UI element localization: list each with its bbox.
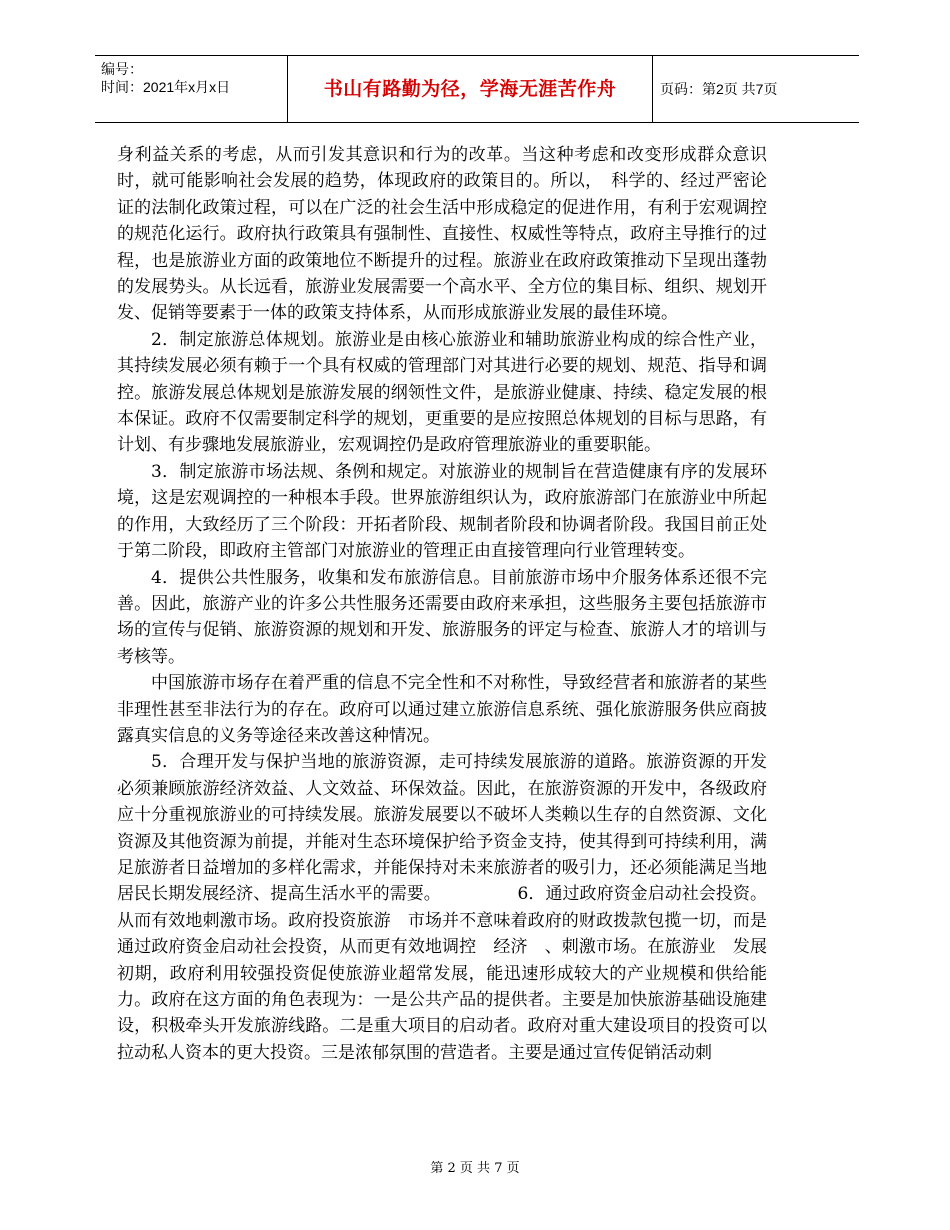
paragraph-6: 5．合理开发与保护当地的旅游资源，走可持续发展旅游的道路。旅游资源的开发必须兼顾旅游经济效益、人文效益、环保效益。因此，在旅游资源的开发中，各级政府应十分重视旅游业的可持续发展。旅游发展要以不破坏人类赖以生存的自然资源、文化资源及其他资源为前提，并能对生态环境保护给予资金支持，使其得到可持续利用，满足旅游者日益增加的多样化需求，并能保持对未来旅游者的吸引力，还必须能满足当地居民长期发展经济、提高生活水平的需要。 6．通过政府资金启动社会投资。从而有效地刺激市场。政府投资旅游 市场并不意味着政府的财政拨款包揽一切，而是通过政府资金启动社会投资，从而更有效地调控 经济 、刺激市场。在旅游业 发展 初期，政府利用较强投资促使旅游业超常发展，能迅速形成较大的产业规模和供给能力。政府在这方面的角色表现为：一是公共产品的提供者。主要是加快旅游基础设施建设，积极牵头开发旅游线路。二是重大项目的启动者。政府对重大建设项目的投资可以拉动私人资本的更大投资。三是浓郁氛围的营造者。主要是通过宣传促销活动刺 — [117, 752, 784, 1063]
page-footer: 第 2 页 共 7 页 — [430, 1161, 520, 1176]
document-number-label: 编号： — [101, 61, 143, 77]
page-header — [95, 55, 859, 123]
header-page-number: 页码：第2页 共7页 — [660, 81, 778, 97]
header-motto: 书山有路勤为径，学海无涯苦作舟 — [287, 56, 653, 122]
paragraph-3: 3．制定旅游市场法规、条例和规定。对旅游业的规制旨在营造健康有序的发展环境，这是宏观调控的一种根本手段。世界旅游组织认为，政府旅游部门在旅游业中所起的作用，大致经历了三个阶段：开拓者阶段、规制者阶段和协调者阶段。我国目前正处于第二阶段，即政府主管部门对旅游业的管理正由直接管理向行业管理转变。 — [117, 461, 767, 562]
document-body — [117, 142, 784, 1066]
paragraph-5: 中国旅游市场存在着严重的信息不完全性和不对称性，导致经营者和旅游者的某些非理性甚至非法行为的存在。政府可以通过建立旅游信息系统、强化旅游服务供应商披露真实信息的义务等途径来改善这种情况。 — [117, 673, 767, 746]
paragraph-4: 4．提供公共性服务，收集和发布旅游信息。目前旅游市场中介服务体系还很不完善。因此，旅游产业的许多公共性服务还需要由政府来承担，这些服务主要包括旅游市场的宣传与促销、旅游资源的规划和开发、旅游服务的评定与检查、旅游人才的培训与考核等。 — [117, 567, 767, 667]
paragraph-1: 身利益关系的考虑，从而引发其意识和行为的改革。当这种考虑和改变形成群众意识时，就可能影响社会发展的趋势，体现政府的政策目的。所以， 科学的、经过严密论证的法制化政策过程，可以在广泛的社会生活中形成稳定的促进作用，有利于宏观调控的规范化运行。政府执行政策具有强制性、直接性、权威性等特点，政府主导推行的过程，也是旅游业方面的政策地位不断提升的过程。旅游业在政府政策推动下呈现出蓬勃的发展势头。从长远看，旅游业发展需要一个高水平、全方位的集目标、组织、规划开发、促销等要素于一体的政策支持体系，从而形成旅游业发展的最佳环境。 — [117, 145, 767, 324]
paragraph-2: 2．制定旅游总体规划。旅游业是由核心旅游业和辅助旅游业构成的综合性产业，其持续发展必须有赖于一个具有权威的管理部门对其进行必要的规划、规范、指导和调控。旅游发展总体规划是旅游发展的纲领性文件，是旅游业健康、持续、稳定发展的根本保证。政府不仅需要制定科学的规划，更重要的是应按照总体规划的目标与思路，有计划、有步骤地发展旅游业，宏观调控仍是政府管理旅游业的重要职能。 — [117, 329, 767, 456]
document-time-label: 时间：2021年x月x日 — [101, 79, 231, 95]
header-meta — [95, 56, 287, 122]
